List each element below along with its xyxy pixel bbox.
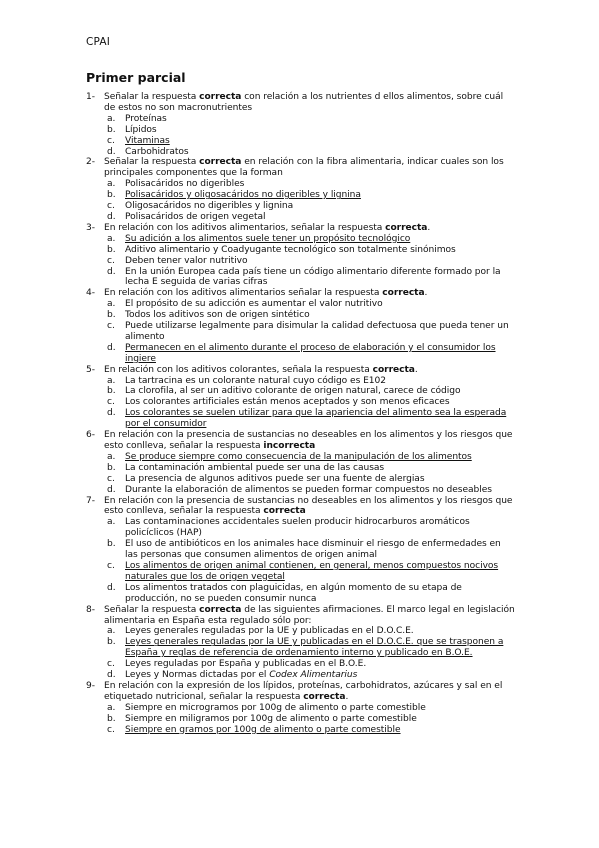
question-stem <box>86 605 516 627</box>
question-stem <box>86 365 516 376</box>
option-text-part: Los colorantes se suelen utilizar para que la apariencia del alimento sea la esperada por el consumidor <box>125 408 507 430</box>
option-text-part: Las contaminaciones accidentales suelen producir hidrocarburos aromáticos policíclicos (HAP) <box>125 517 470 539</box>
option-text <box>125 583 462 604</box>
question-text <box>104 92 503 113</box>
option-text-part: Puede utilizarse legalmente para disimular la calidad defectuosa que pueda tener un alimento <box>125 321 509 342</box>
option-text-part: Los colorantes artificiales están menos aceptados y son menos eficaces <box>125 397 450 408</box>
answer-option <box>86 245 516 256</box>
question-text <box>104 605 515 626</box>
option-letter: a. <box>107 626 116 637</box>
option-text <box>125 179 244 189</box>
option-letter: c. <box>107 201 115 212</box>
option-letter: a. <box>107 113 116 124</box>
question-number: 4- <box>86 288 95 299</box>
answer-option <box>86 125 516 136</box>
option-text-part: Polisacáridos no digeribles <box>125 179 245 190</box>
question-text-part: En relación con la presencia de sustancias no deseables en los alimentos y los riesgos que esto conlleva, señalar la respuesta <box>104 495 513 517</box>
question-number: 3- <box>86 222 95 233</box>
option-text-part: En la unión Europea cada país tiene un código alimentario diferente formado por la lecha E seguida de varias cifras <box>125 266 501 288</box>
option-text <box>125 114 167 124</box>
option-text <box>125 376 386 386</box>
option-text-part: Aditivo alimentario y Coadyugante tecnológico son totalmente sinónimos <box>125 244 456 255</box>
option-letter: b. <box>107 539 116 550</box>
question-text <box>104 365 418 375</box>
option-text-part: Deben tener valor nutritivo <box>125 255 248 266</box>
option-letter: d. <box>107 582 116 593</box>
question-text-part: . <box>414 364 418 375</box>
option-text <box>125 267 501 288</box>
option-text-part: Leyes generales reguladas por la UE y publicadas en el D.O.C.E. <box>125 626 414 637</box>
question-number: 8- <box>86 604 95 615</box>
answer-option <box>86 267 516 289</box>
question-text-part: . <box>345 691 349 702</box>
answer-option <box>86 725 516 736</box>
option-text <box>125 474 425 484</box>
correct-answer-text <box>125 725 401 735</box>
question-text-part: En relación con los aditivos alimentarios, señalar la respuesta <box>104 222 386 233</box>
answer-option <box>86 234 516 245</box>
question-text-part: Señalar la respuesta <box>104 92 200 102</box>
question-text-part: . <box>424 288 428 299</box>
option-text <box>125 125 157 135</box>
option-letter: a. <box>107 299 116 310</box>
option-text <box>125 256 248 266</box>
option-letter: d. <box>107 484 116 495</box>
option-text <box>125 321 509 342</box>
option-text-part: Su adición a los alimentos suele tener un propósito tecnológico <box>125 233 411 244</box>
answer-option <box>86 637 516 659</box>
option-letter: c. <box>107 135 115 146</box>
answer-option <box>86 452 516 463</box>
answer-option <box>86 136 516 147</box>
keyword-emphasis: correcta <box>303 691 346 702</box>
correct-answer-text <box>125 637 503 658</box>
answer-option <box>86 485 516 496</box>
answer-option <box>86 114 516 125</box>
option-text-part: Siempre en miligramos por 100g de alimento o parte comestible <box>125 713 417 724</box>
option-italic-text: Codex Alimentarius <box>269 670 358 681</box>
option-text-part: Permanecen en el alimento durante el proceso de elaboración y el consumidor los ingiere <box>125 342 496 364</box>
question-text-part: En relación con la expresión de los lípidos, proteínas, carbohidratos, azúcares y sal en el etiquetado nutricional, señalar la respuesta <box>104 680 503 702</box>
question-stem <box>86 157 516 179</box>
answer-option <box>86 386 516 397</box>
question-text-part: En relación con la presencia de sustancias no deseables en los alimentos y los riesgos que esto conlleva, señalar la respuesta <box>104 430 513 451</box>
correct-answer-text <box>125 561 498 582</box>
option-text-part: Durante la elaboración de alimentos se pueden formar compuestos no deseables <box>125 484 492 495</box>
answer-option <box>86 321 516 343</box>
answer-option <box>86 659 516 670</box>
option-text-part: Siempre en gramos por 100g de alimento o parte comestible <box>125 724 401 735</box>
option-letter: b. <box>107 190 116 201</box>
option-letter: b. <box>107 244 116 255</box>
answer-option <box>86 561 516 583</box>
option-text-part: La presencia de algunos aditivos puede ser una fuente de alergias <box>125 473 425 484</box>
option-text-part: La tartracina es un colorante natural cuyo código es E102 <box>125 375 387 386</box>
answer-option <box>86 474 516 485</box>
answer-option <box>86 583 516 605</box>
option-text-part: Leyes generales reguladas por la UE y publicadas en el D.O.C.E. que se trasponen a España y reglas de referencia de ordenamiento interno y publicado en B.O.E. <box>125 637 504 659</box>
option-text-part: Siempre en microgramos por 100g de alimento o parte comestible <box>125 702 426 713</box>
option-text <box>125 714 417 724</box>
answer-option <box>86 299 516 310</box>
option-text <box>125 539 501 560</box>
option-text <box>125 703 426 713</box>
question-number: 9- <box>86 680 95 691</box>
question-stem <box>86 288 516 299</box>
question-text-part: . <box>427 222 431 233</box>
question-stem <box>86 496 516 518</box>
question-text <box>104 681 502 702</box>
question-stem <box>86 92 516 114</box>
answer-option <box>86 408 516 430</box>
answer-option <box>86 147 516 158</box>
answer-option <box>86 376 516 387</box>
option-letter: c. <box>107 255 115 266</box>
correct-answer-text <box>125 136 170 146</box>
option-text-part: Oligosacáridos no digeribles y lignina <box>125 201 294 212</box>
option-text <box>125 397 450 407</box>
option-text <box>125 245 456 255</box>
option-text <box>125 386 460 396</box>
answer-option <box>86 397 516 408</box>
option-letter: b. <box>107 310 116 321</box>
answer-option <box>86 714 516 725</box>
option-text-part: Se produce siempre como consecuencia de la manipulación de los alimentos <box>125 451 472 462</box>
question-text <box>104 223 430 233</box>
question-text <box>104 496 512 517</box>
correct-answer-text <box>125 343 496 364</box>
answer-option <box>86 310 516 321</box>
question-text-part: de las siguientes afirmaciones. El marco legal en legislación alimentaria en España esta regulado sólo por: <box>104 604 515 626</box>
question-text <box>104 157 504 178</box>
option-text <box>125 670 357 680</box>
answer-option <box>86 190 516 201</box>
answer-option <box>86 517 516 539</box>
option-text <box>125 147 189 157</box>
option-letter: c. <box>107 560 115 571</box>
option-letter: b. <box>107 386 116 397</box>
answer-option <box>86 212 516 223</box>
option-text-part: Leyes reguladas por España y publicadas en el B.O.E. <box>125 659 367 670</box>
question-text-part: con relación a los nutrientes d ellos alimentos, sobre cuál de estos no son macronutrientes <box>104 92 504 113</box>
option-letter: c. <box>107 724 115 735</box>
option-letter: a. <box>107 375 116 386</box>
keyword-emphasis: correcta <box>263 506 306 517</box>
question-text <box>104 288 427 298</box>
option-letter: a. <box>107 451 116 462</box>
question-text-part: En relación con los aditivos colorantes, señala la respuesta <box>104 364 373 375</box>
option-text-part: Proteínas <box>125 113 167 124</box>
option-text-part: Polisacáridos de origen vegetal <box>125 211 266 222</box>
option-text-part: Leyes y Normas dictadas por el <box>125 670 270 681</box>
option-letter: b. <box>107 462 116 473</box>
option-text <box>125 310 310 320</box>
question-stem <box>86 681 516 703</box>
keyword-emphasis: correcta <box>385 222 428 233</box>
question-text-part: en relación con la fibra alimentaria, indicar cuales son los principales componentes que la forman <box>104 157 504 179</box>
option-text-part: Carbohidratos <box>125 146 189 157</box>
option-letter: d. <box>107 266 116 277</box>
keyword-emphasis: incorrecta <box>263 441 316 451</box>
option-text <box>125 463 384 473</box>
option-letter: d. <box>107 408 116 419</box>
answer-option <box>86 256 516 267</box>
option-text-part: La clorofila, al ser un aditivo colorante de origen natural, carece de código <box>125 386 461 397</box>
keyword-emphasis: correcta <box>382 288 425 299</box>
option-letter: c. <box>107 321 115 332</box>
correct-answer-text <box>125 234 410 244</box>
option-letter: c. <box>107 397 115 408</box>
correct-answer-text <box>125 408 506 429</box>
question-text-part: En relación con los aditivos alimentarios señalar la respuesta <box>104 288 383 299</box>
option-text <box>125 659 366 669</box>
answer-option <box>86 703 516 714</box>
answer-option <box>86 179 516 190</box>
keyword-emphasis: correcta <box>372 364 415 375</box>
keyword-emphasis: correcta <box>199 92 242 102</box>
page-title: Primer parcial <box>86 70 186 85</box>
option-text-part: Todos los aditivos son de origen sintético <box>125 310 310 321</box>
option-text <box>125 299 383 309</box>
answer-option <box>86 201 516 212</box>
option-text-part: Los alimentos tratados con plaguicidas, en algún momento de su etapa de producción, no se pueden consumir nunca <box>125 582 462 604</box>
option-letter: d. <box>107 670 116 681</box>
correct-answer-text <box>125 452 472 462</box>
option-letter: b. <box>107 637 116 648</box>
correct-answer-text <box>125 190 361 200</box>
question-number: 6- <box>86 430 95 441</box>
question-number: 2- <box>86 157 95 168</box>
answer-option <box>86 539 516 561</box>
option-letter: d. <box>107 146 116 157</box>
option-letter: a. <box>107 233 116 244</box>
option-text <box>125 485 492 495</box>
option-text-part: Los alimentos de origen animal contienen, en general, menos compuestos nocivos naturales que los de origen vegetal <box>125 560 499 582</box>
question-stem <box>86 430 516 452</box>
option-text <box>125 626 414 636</box>
option-letter: b. <box>107 124 116 135</box>
option-letter: c. <box>107 473 115 484</box>
answer-option <box>86 670 516 681</box>
question-list <box>86 92 516 735</box>
option-letter: a. <box>107 517 116 528</box>
option-letter: c. <box>107 659 115 670</box>
option-text <box>125 212 265 222</box>
question-text-part: Señalar la respuesta <box>104 157 200 168</box>
option-text-part: El uso de antibióticos en los animales hace disminuir el riesgo de enfermedades en las personas que consumen alimentos de origen animal <box>125 539 501 561</box>
option-letter: b. <box>107 713 116 724</box>
option-text-part: Lípidos <box>125 124 157 135</box>
option-letter: a. <box>107 702 116 713</box>
option-text-part: La contaminación ambiental puede ser una de las causas <box>125 462 385 473</box>
keyword-emphasis: correcta <box>199 157 242 168</box>
option-text <box>125 517 470 538</box>
option-letter: d. <box>107 211 116 222</box>
option-letter: d. <box>107 342 116 353</box>
question-text <box>104 430 512 451</box>
question-number: 7- <box>86 495 95 506</box>
option-text-part: Vitaminas <box>125 135 170 146</box>
question-number: 5- <box>86 364 95 375</box>
answer-option <box>86 343 516 365</box>
answer-option <box>86 463 516 474</box>
question-number: 1- <box>86 92 95 102</box>
answer-option <box>86 626 516 637</box>
option-text-part: El propósito de su adicción es aumentar el valor nutritivo <box>125 299 383 310</box>
page-header: CPAI <box>86 36 111 48</box>
option-text-part: Polisacáridos y oligosacáridos no digeribles y lignina <box>125 190 361 201</box>
option-text <box>125 201 293 211</box>
option-letter: a. <box>107 179 116 190</box>
question-text-part: Señalar la respuesta <box>104 604 200 615</box>
question-stem <box>86 223 516 234</box>
keyword-emphasis: correcta <box>199 604 242 615</box>
